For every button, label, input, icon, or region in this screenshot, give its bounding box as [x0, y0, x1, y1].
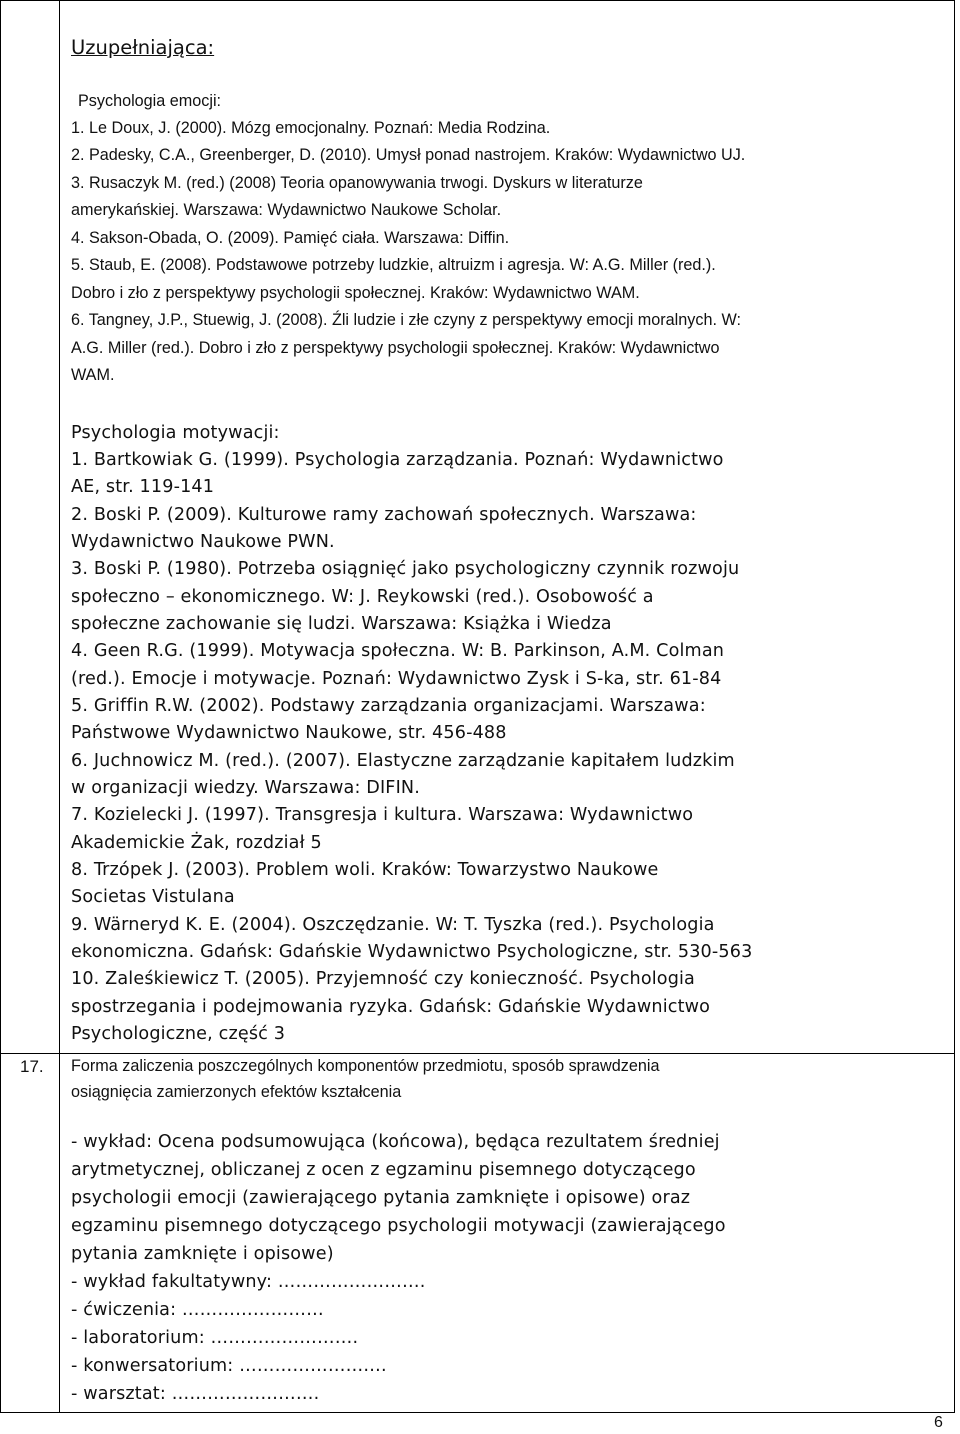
motivation-line-12: 6. Juchnowicz M. (red.). (2007). Elastyczne zarządzanie kapitałem ludzkim — [71, 751, 735, 771]
motivation-line-20: 10. Zaleśkiewicz T. (2005). Przyjemność czy konieczność. Psychologia — [71, 969, 695, 989]
motivation-line-15: Akademickie Żak, rozdział 5 — [71, 833, 322, 853]
motivation-line-13: w organizacji wiedzy. Warszawa: DIFIN. — [71, 778, 420, 798]
section-label: Uzupełniająca: — [71, 36, 215, 59]
assessment-line-9: - konwersatorium: ……………………. — [71, 1356, 387, 1376]
emotion-line-9: A.G. Miller (red.). Dobro i zło z perspektywy psychologii społecznej. Kraków: Wydawnictwo — [71, 339, 720, 357]
motivation-line-4: Wydawnictwo Naukowe PWN. — [71, 532, 335, 552]
row-number: 17. — [20, 1057, 44, 1076]
motivation-line-18: 9. Wärneryd K. E. (2004). Oszczędzanie. W: T. Tyszka (red.). Psychologia — [71, 915, 715, 935]
emotion-line-7: Dobro i zło z perspektywy psychologii społecznej. Kraków: Wydawnictwo WAM. — [71, 284, 640, 302]
assessment-line-2: arytmetycznej, obliczanej z ocen z egzaminu pisemnego dotyczącego — [71, 1160, 696, 1180]
motivation-line-3: 2. Boski P. (2009). Kulturowe ramy zachowań społecznych. Warszawa: — [71, 505, 697, 525]
motivation-line-14: 7. Kozielecki J. (1997). Transgresja i kultura. Warszawa: Wydawnictwo — [71, 805, 694, 825]
motivation-line-7: społeczne zachowanie się ludzi. Warszawa: Książka i Wiedza — [71, 614, 612, 634]
motivation-line-22: Psychologiczne, część 3 — [71, 1024, 286, 1044]
motivation-heading: Psychologia motywacji: — [71, 423, 280, 443]
motivation-line-2: AE, str. 119-141 — [71, 477, 215, 497]
assessment-line-6: - wykład fakultatywny: ……………………. — [71, 1272, 426, 1292]
motivation-line-9: (red.). Emocje i motywacje. Poznań: Wydawnictwo Zysk i S-ka, str. 61-84 — [71, 669, 722, 689]
motivation-line-5: 3. Boski P. (1980). Potrzeba osiągnięć jako psychologiczny czynnik rozwoju — [71, 559, 740, 579]
table-border-left — [0, 0, 1, 1413]
table-border-top — [0, 0, 955, 1]
motivation-line-11: Państwowe Wydawnictwo Naukowe, str. 456-488 — [71, 723, 507, 743]
assessment-line-8: - laboratorium: ……………………. — [71, 1328, 359, 1348]
page-number: 6 — [934, 1414, 943, 1431]
emotion-line-5: 4. Sakson-Obada, O. (2009). Pamięć ciała. Warszawa: Diffin. — [71, 229, 510, 247]
assessment-title-line-2: osiągnięcia zamierzonych efektów kształcenia — [71, 1083, 402, 1101]
table-border-bottom — [0, 1412, 955, 1413]
table-border-right — [954, 0, 955, 1413]
emotion-line-3: 3. Rusaczyk M. (red.) (2008) Teoria opanowywania trwogi. Dyskurs w literaturze — [71, 174, 643, 192]
assessment-line-4: egzaminu pisemnego dotyczącego psychologii motywacji (zawierającego — [71, 1216, 726, 1236]
assessment-line-5: pytania zamknięte i opisowe) — [71, 1244, 334, 1264]
motivation-line-1: 1. Bartkowiak G. (1999). Psychologia zarządzania. Poznań: Wydawnictwo — [71, 450, 724, 470]
motivation-line-17: Societas Vistulana — [71, 887, 235, 907]
assessment-line-1: - wykład: Ocena podsumowująca (końcowa), będąca rezultatem średniej — [71, 1132, 720, 1152]
motivation-line-21: spostrzegania i podejmowania ryzyka. Gdańsk: Gdańskie Wydawnictwo — [71, 997, 711, 1017]
motivation-line-16: 8. Trzópek J. (2003). Problem woli. Kraków: Towarzystwo Naukowe — [71, 860, 659, 880]
emotion-line-8: 6. Tangney, J.P., Stuewig, J. (2008). Źli ludzie i złe czyny z perspektywy emocji moralnych. W: — [71, 311, 741, 329]
assessment-line-7: - ćwiczenia: …………………… — [71, 1300, 324, 1320]
column-divider — [59, 0, 60, 1413]
motivation-line-8: 4. Geen R.G. (1999). Motywacja społeczna. W: B. Parkinson, A.M. Colman — [71, 641, 725, 661]
motivation-line-10: 5. Griffin R.W. (2002). Podstawy zarządzania organizacjami. Warszawa: — [71, 696, 706, 716]
emotion-line-10: WAM. — [71, 366, 115, 384]
emotion-line-1: 1. Le Doux, J. (2000). Mózg emocjonalny. Poznań: Media Rodzina. — [71, 119, 551, 137]
assessment-title-line-1: Forma zaliczenia poszczególnych komponentów przedmiotu, sposób sprawdzenia — [71, 1057, 660, 1075]
emotion-line-6: 5. Staub, E. (2008). Podstawowe potrzeby ludzkie, altruizm i agresja. W: A.G. Miller (red.). — [71, 256, 716, 274]
emotion-line-2: 2. Padesky, C.A., Greenberger, D. (2010). Umysł ponad nastrojem. Kraków: Wydawnictwo UJ. — [71, 146, 746, 164]
motivation-line-19: ekonomiczna. Gdańsk: Gdańskie Wydawnictwo Psychologiczne, str. 530-563 — [71, 942, 753, 962]
motivation-line-6: społeczno – ekonomicznego. W: J. Reykowski (red.). Osobowość a — [71, 587, 654, 607]
assessment-line-10: - warsztat: ……………………. — [71, 1384, 320, 1404]
emotion-heading: Psychologia emocji: — [78, 92, 222, 110]
assessment-line-3: psychologii emocji (zawierającego pytania zamknięte i opisowe) oraz — [71, 1188, 691, 1208]
emotion-line-4: amerykańskiej. Warszawa: Wydawnictwo Naukowe Scholar. — [71, 201, 502, 219]
